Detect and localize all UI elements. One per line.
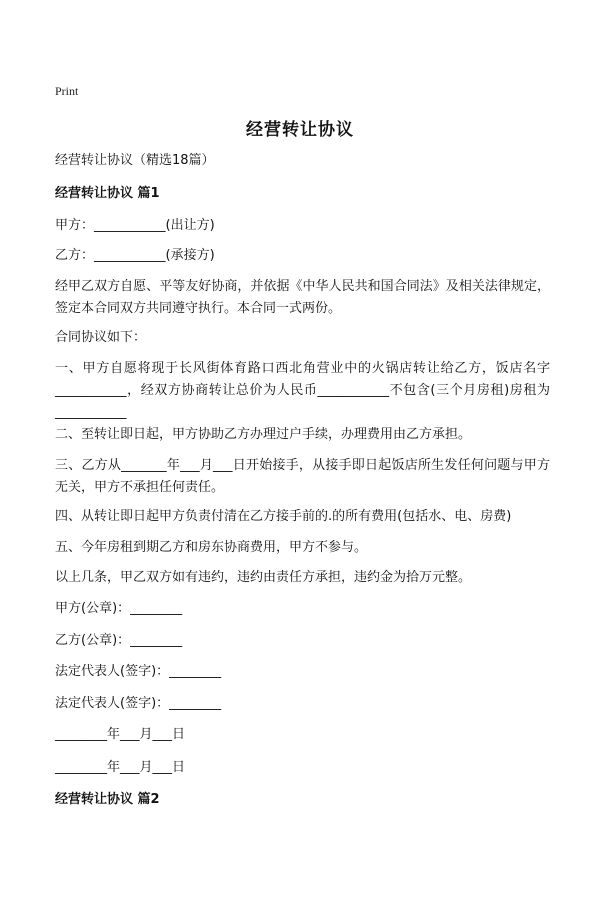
date-line-2: ________年___月___日 — [55, 760, 186, 775]
clause-1: 一、甲方自愿将现于长风街体育路口西北角营业中的火锅店转让给乙方，饭店名字___________，经双方协商转让总价为人民币___________不包含(三个月房租)房租为___________ — [55, 361, 550, 420]
party-b-line: 乙方：___________(承接方) — [55, 248, 215, 263]
date-line-1: ________年___月___日 — [55, 727, 186, 742]
section1-heading: 经营转让协议 篇1 — [55, 186, 160, 201]
clause-5: 五、今年房租到期乙方和房东协商费用，甲方不参与。 — [55, 540, 368, 555]
print-link[interactable]: Print — [55, 84, 79, 98]
agreement-lead: 合同协议如下： — [55, 330, 147, 345]
sign-party-b: 乙方(公章)：________ — [55, 633, 183, 648]
page-title: 经营转让协议 — [246, 120, 354, 140]
clause-3: 三、乙方从_______年___月___日开始接手，从接手即日起饭店所生发任何问题与甲方无关，甲方不承担任何责任。 — [55, 458, 550, 495]
intro-paragraph: 经甲乙双方自愿、平等友好协商，并依据《中华人民共和国合同法》及相关法律规定，签定本合同双方共同遵守执行。本合同一式两份。 — [55, 279, 550, 316]
document-subtitle: 经营转让协议（精选18篇） — [55, 153, 215, 168]
section2-heading: 经营转让协议 篇2 — [55, 792, 160, 807]
party-a-line: 甲方：___________(出让方) — [55, 218, 215, 233]
clause-4: 四、从转让即日起甲方负责付清在乙方接手前的.的所有费用(包括水、电、房费) — [55, 509, 512, 524]
legal-rep-2: 法定代表人(签字)：________ — [55, 696, 222, 711]
legal-rep-1: 法定代表人(签字)：________ — [55, 664, 222, 679]
sign-party-a: 甲方(公章)：________ — [55, 601, 183, 616]
clause-2: 二、至转让即日起，甲方协助乙方办理过户手续，办理费用由乙方承担。 — [55, 427, 472, 442]
penalty-line: 以上几条，甲乙双方如有违约，违约由责任方承担，违约金为拾万元整。 — [55, 570, 472, 585]
